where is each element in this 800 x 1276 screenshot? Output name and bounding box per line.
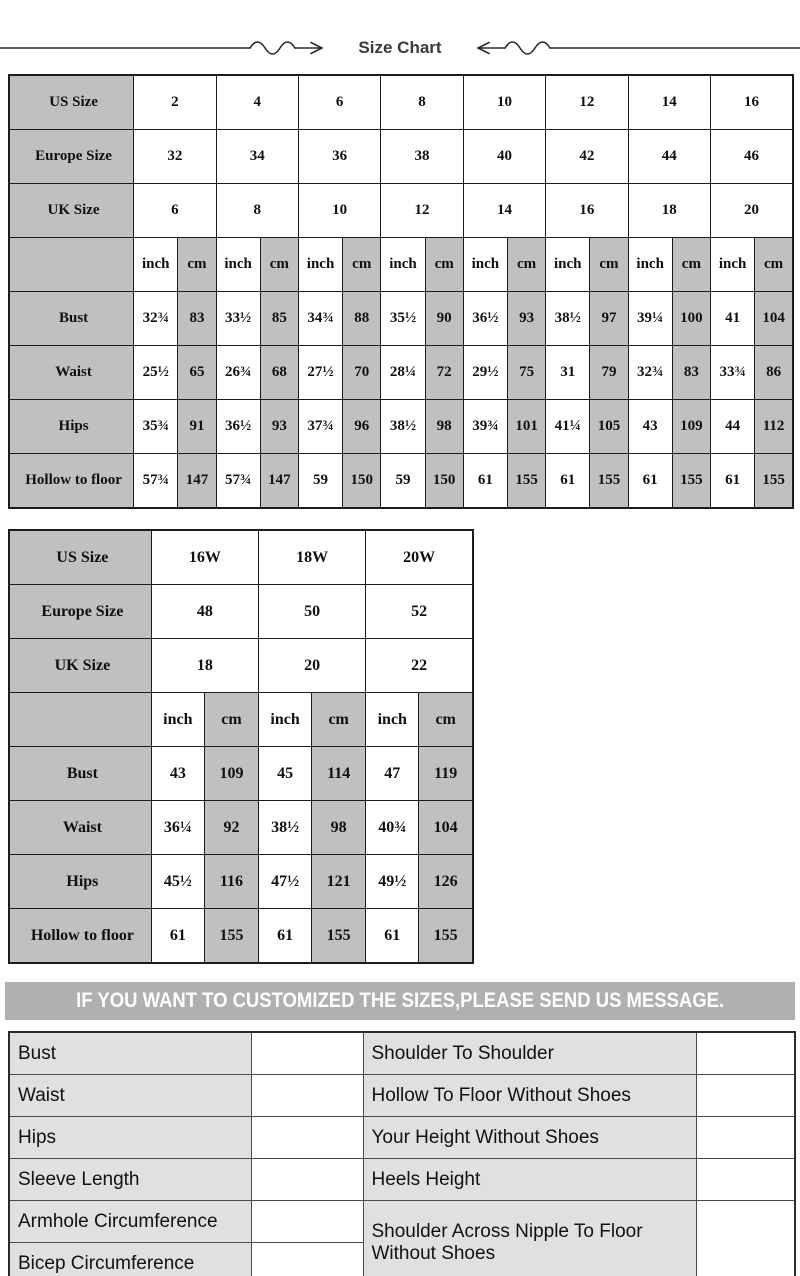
unit-cell: cm	[260, 238, 298, 292]
measure-value-cell: 98	[312, 801, 366, 855]
size-value-cell: 36	[298, 130, 380, 184]
measure-value-cell: 43	[628, 400, 672, 454]
unit-cell: cm	[204, 693, 258, 747]
measure-value-cell: 96	[343, 400, 381, 454]
table-row	[9, 454, 793, 509]
form-label-cell: Sleeve Length	[9, 1159, 251, 1201]
measure-value-cell: 155	[312, 909, 366, 964]
unit-cell: inch	[463, 238, 507, 292]
measure-value-cell: 116	[204, 855, 258, 909]
size-value-cell: 22	[366, 639, 473, 693]
measure-value-cell: 35¾	[134, 400, 178, 454]
measure-value-cell: 57¾	[216, 454, 260, 509]
measure-value-cell: 49½	[366, 855, 419, 909]
measure-value-cell: 33¾	[710, 346, 754, 400]
measure-value-cell: 104	[419, 801, 473, 855]
measure-value-cell: 155	[755, 454, 793, 509]
measure-value-cell: 150	[425, 454, 463, 509]
page-title: Size Chart	[358, 38, 442, 57]
measure-value-cell: 40¾	[366, 801, 419, 855]
measure-value-cell: 155	[204, 909, 258, 964]
measure-value-cell: 75	[507, 346, 545, 400]
size-value-cell: 20	[259, 639, 366, 693]
unit-cell: cm	[343, 238, 381, 292]
measure-value-cell: 32¾	[134, 292, 178, 346]
measure-value-cell: 28¼	[381, 346, 425, 400]
measure-value-cell: 41	[710, 292, 754, 346]
table-row	[9, 747, 473, 801]
size-value-cell: 42	[546, 130, 628, 184]
table-row	[9, 855, 473, 909]
measure-value-cell: 36½	[216, 400, 260, 454]
measure-value-cell: 147	[178, 454, 216, 509]
measure-value-cell: 155	[672, 454, 710, 509]
row-label-cell: Hollow to floor	[9, 909, 151, 964]
size-value-cell: 18W	[259, 530, 366, 585]
unit-cell: cm	[672, 238, 710, 292]
unit-cell: cm	[312, 693, 366, 747]
measure-value-cell: 155	[419, 909, 473, 964]
form-label-cell: Heels Height	[363, 1159, 696, 1201]
form-value-cell	[251, 1032, 363, 1075]
measure-value-cell: 35½	[381, 292, 425, 346]
unit-cell: cm	[419, 693, 473, 747]
measure-value-cell: 32¾	[628, 346, 672, 400]
row-label-cell: Europe Size	[9, 585, 151, 639]
table-row	[9, 346, 793, 400]
size-value-cell: 6	[134, 184, 216, 238]
measure-value-cell: 92	[204, 801, 258, 855]
table-row	[9, 639, 473, 693]
measure-value-cell: 61	[151, 909, 204, 964]
measure-value-cell: 39¾	[463, 400, 507, 454]
form-label-cell: Shoulder To Shoulder	[363, 1032, 696, 1075]
table-row	[9, 801, 473, 855]
table-row	[9, 1159, 795, 1201]
unit-cell: inch	[546, 238, 590, 292]
measure-value-cell: 45½	[151, 855, 204, 909]
form-label-cell: Bicep Circumference	[9, 1243, 251, 1276]
customization-banner-text: IF YOU WANT TO CUSTOMIZED THE SIZES,PLEASE SEND US MESSAGE.	[76, 989, 724, 1012]
size-value-cell: 4	[216, 75, 298, 130]
row-label-cell: Hips	[9, 400, 134, 454]
size-value-cell: 48	[151, 585, 258, 639]
measure-value-cell: 109	[204, 747, 258, 801]
measure-value-cell: 93	[260, 400, 298, 454]
table-row	[9, 1201, 795, 1243]
measure-value-cell: 26¾	[216, 346, 260, 400]
measure-value-cell: 41¼	[546, 400, 590, 454]
form-value-cell	[696, 1075, 795, 1117]
form-value-cell	[696, 1159, 795, 1201]
measure-value-cell: 100	[672, 292, 710, 346]
measure-value-cell: 83	[672, 346, 710, 400]
measure-value-cell: 98	[425, 400, 463, 454]
row-label-cell	[9, 693, 151, 747]
measure-value-cell: 101	[507, 400, 545, 454]
measure-value-cell: 109	[672, 400, 710, 454]
unit-cell: cm	[590, 238, 628, 292]
measure-value-cell: 36¼	[151, 801, 204, 855]
measure-value-cell: 88	[343, 292, 381, 346]
table-row	[9, 530, 473, 585]
measure-value-cell: 68	[260, 346, 298, 400]
measure-value-cell: 114	[312, 747, 366, 801]
measure-value-cell: 65	[178, 346, 216, 400]
size-value-cell: 12	[381, 184, 463, 238]
measure-value-cell: 61	[710, 454, 754, 509]
row-label-cell: US Size	[9, 530, 151, 585]
form-value-cell	[696, 1032, 795, 1075]
measure-value-cell: 90	[425, 292, 463, 346]
measure-value-cell: 47	[366, 747, 419, 801]
form-value-cell	[251, 1075, 363, 1117]
size-value-cell: 8	[381, 75, 463, 130]
size-chart-table-regular	[8, 74, 794, 509]
measure-value-cell: 45	[259, 747, 312, 801]
row-label-cell: Bust	[9, 747, 151, 801]
form-value-cell	[251, 1117, 363, 1159]
size-value-cell: 18	[151, 639, 258, 693]
table-row	[9, 693, 473, 747]
unit-cell: cm	[755, 238, 793, 292]
customization-banner	[5, 982, 795, 1020]
measure-value-cell: 38½	[546, 292, 590, 346]
table-row	[9, 184, 793, 238]
table-row	[9, 1117, 795, 1159]
measure-value-cell: 121	[312, 855, 366, 909]
size-value-cell: 10	[298, 184, 380, 238]
form-value-cell	[251, 1159, 363, 1201]
form-label-cell: Armhole Circumference	[9, 1201, 251, 1243]
row-label-cell: Waist	[9, 801, 151, 855]
measure-value-cell: 59	[298, 454, 342, 509]
measure-value-cell: 59	[381, 454, 425, 509]
unit-cell: cm	[425, 238, 463, 292]
measure-value-cell: 38½	[259, 801, 312, 855]
unit-cell: cm	[507, 238, 545, 292]
table-row	[9, 1075, 795, 1117]
form-label-cell: Waist	[9, 1075, 251, 1117]
measure-value-cell: 27½	[298, 346, 342, 400]
measure-value-cell: 126	[419, 855, 473, 909]
form-label-cell: Your Height Without Shoes	[363, 1117, 696, 1159]
measure-value-cell: 155	[590, 454, 628, 509]
row-label-cell: Europe Size	[9, 130, 134, 184]
size-value-cell: 50	[259, 585, 366, 639]
size-value-cell: 52	[366, 585, 473, 639]
measure-value-cell: 39¼	[628, 292, 672, 346]
measure-value-cell: 25½	[134, 346, 178, 400]
form-value-cell	[696, 1117, 795, 1159]
measure-value-cell: 44	[710, 400, 754, 454]
measure-value-cell: 43	[151, 747, 204, 801]
measure-value-cell: 36½	[463, 292, 507, 346]
form-label-cell: Shoulder Across Nipple To Floor Without Shoes	[363, 1201, 696, 1276]
size-value-cell: 14	[463, 184, 545, 238]
unit-cell: inch	[366, 693, 419, 747]
form-value-cell	[251, 1201, 363, 1243]
row-label-cell	[9, 238, 134, 292]
measure-value-cell: 61	[628, 454, 672, 509]
form-label-cell: Hips	[9, 1117, 251, 1159]
measure-value-cell: 104	[755, 292, 793, 346]
size-value-cell: 40	[463, 130, 545, 184]
measure-value-cell: 105	[590, 400, 628, 454]
measure-value-cell: 119	[419, 747, 473, 801]
measurement-form-table	[8, 1031, 796, 1276]
table-row	[9, 585, 473, 639]
size-value-cell: 18	[628, 184, 710, 238]
unit-cell: inch	[298, 238, 342, 292]
measure-value-cell: 61	[366, 909, 419, 964]
form-label-cell: Bust	[9, 1032, 251, 1075]
measure-value-cell: 31	[546, 346, 590, 400]
measure-value-cell: 29½	[463, 346, 507, 400]
measure-value-cell: 97	[590, 292, 628, 346]
measure-value-cell: 57¾	[134, 454, 178, 509]
measure-value-cell: 38½	[381, 400, 425, 454]
unit-cell: inch	[381, 238, 425, 292]
measure-value-cell: 155	[507, 454, 545, 509]
table-row	[9, 909, 473, 964]
measure-value-cell: 93	[507, 292, 545, 346]
size-value-cell: 8	[216, 184, 298, 238]
squiggle-arrow-left-icon	[470, 37, 800, 59]
unit-cell: inch	[710, 238, 754, 292]
row-label-cell: Bust	[9, 292, 134, 346]
unit-cell: inch	[134, 238, 178, 292]
size-value-cell: 14	[628, 75, 710, 130]
size-value-cell: 12	[546, 75, 628, 130]
row-label-cell: Waist	[9, 346, 134, 400]
measure-value-cell: 61	[463, 454, 507, 509]
measure-value-cell: 47½	[259, 855, 312, 909]
unit-cell: cm	[178, 238, 216, 292]
size-value-cell: 16	[546, 184, 628, 238]
measure-value-cell: 85	[260, 292, 298, 346]
row-label-cell: UK Size	[9, 639, 151, 693]
header	[0, 36, 800, 60]
measure-value-cell: 112	[755, 400, 793, 454]
measure-value-cell: 79	[590, 346, 628, 400]
unit-cell: inch	[628, 238, 672, 292]
squiggle-arrow-right-icon	[0, 37, 330, 59]
size-value-cell: 46	[710, 130, 793, 184]
size-value-cell: 16W	[151, 530, 258, 585]
size-value-cell: 16	[710, 75, 793, 130]
table-row	[9, 238, 793, 292]
table-row	[9, 292, 793, 346]
measure-value-cell: 61	[259, 909, 312, 964]
size-value-cell: 10	[463, 75, 545, 130]
unit-cell: inch	[259, 693, 312, 747]
table-row	[9, 400, 793, 454]
unit-cell: inch	[216, 238, 260, 292]
row-label-cell: US Size	[9, 75, 134, 130]
measure-value-cell: 61	[546, 454, 590, 509]
size-chart-table-plus	[8, 529, 474, 964]
measure-value-cell: 33½	[216, 292, 260, 346]
measure-value-cell: 72	[425, 346, 463, 400]
measure-value-cell: 70	[343, 346, 381, 400]
table-row	[9, 1032, 795, 1075]
measure-value-cell: 91	[178, 400, 216, 454]
size-value-cell: 44	[628, 130, 710, 184]
size-value-cell: 20W	[366, 530, 473, 585]
size-value-cell: 2	[134, 75, 216, 130]
table-row	[9, 75, 793, 130]
measure-value-cell: 37¾	[298, 400, 342, 454]
measure-value-cell: 34¾	[298, 292, 342, 346]
measure-value-cell: 150	[343, 454, 381, 509]
size-value-cell: 6	[298, 75, 380, 130]
measure-value-cell: 147	[260, 454, 298, 509]
measure-value-cell: 83	[178, 292, 216, 346]
row-label-cell: Hips	[9, 855, 151, 909]
size-value-cell: 20	[710, 184, 793, 238]
size-value-cell: 38	[381, 130, 463, 184]
unit-cell: inch	[151, 693, 204, 747]
form-label-cell: Hollow To Floor Without Shoes	[363, 1075, 696, 1117]
size-value-cell: 32	[134, 130, 216, 184]
row-label-cell: Hollow to floor	[9, 454, 134, 509]
table-row	[9, 130, 793, 184]
form-value-cell	[696, 1201, 795, 1276]
form-value-cell	[251, 1243, 363, 1276]
measure-value-cell: 86	[755, 346, 793, 400]
row-label-cell: UK Size	[9, 184, 134, 238]
size-value-cell: 34	[216, 130, 298, 184]
